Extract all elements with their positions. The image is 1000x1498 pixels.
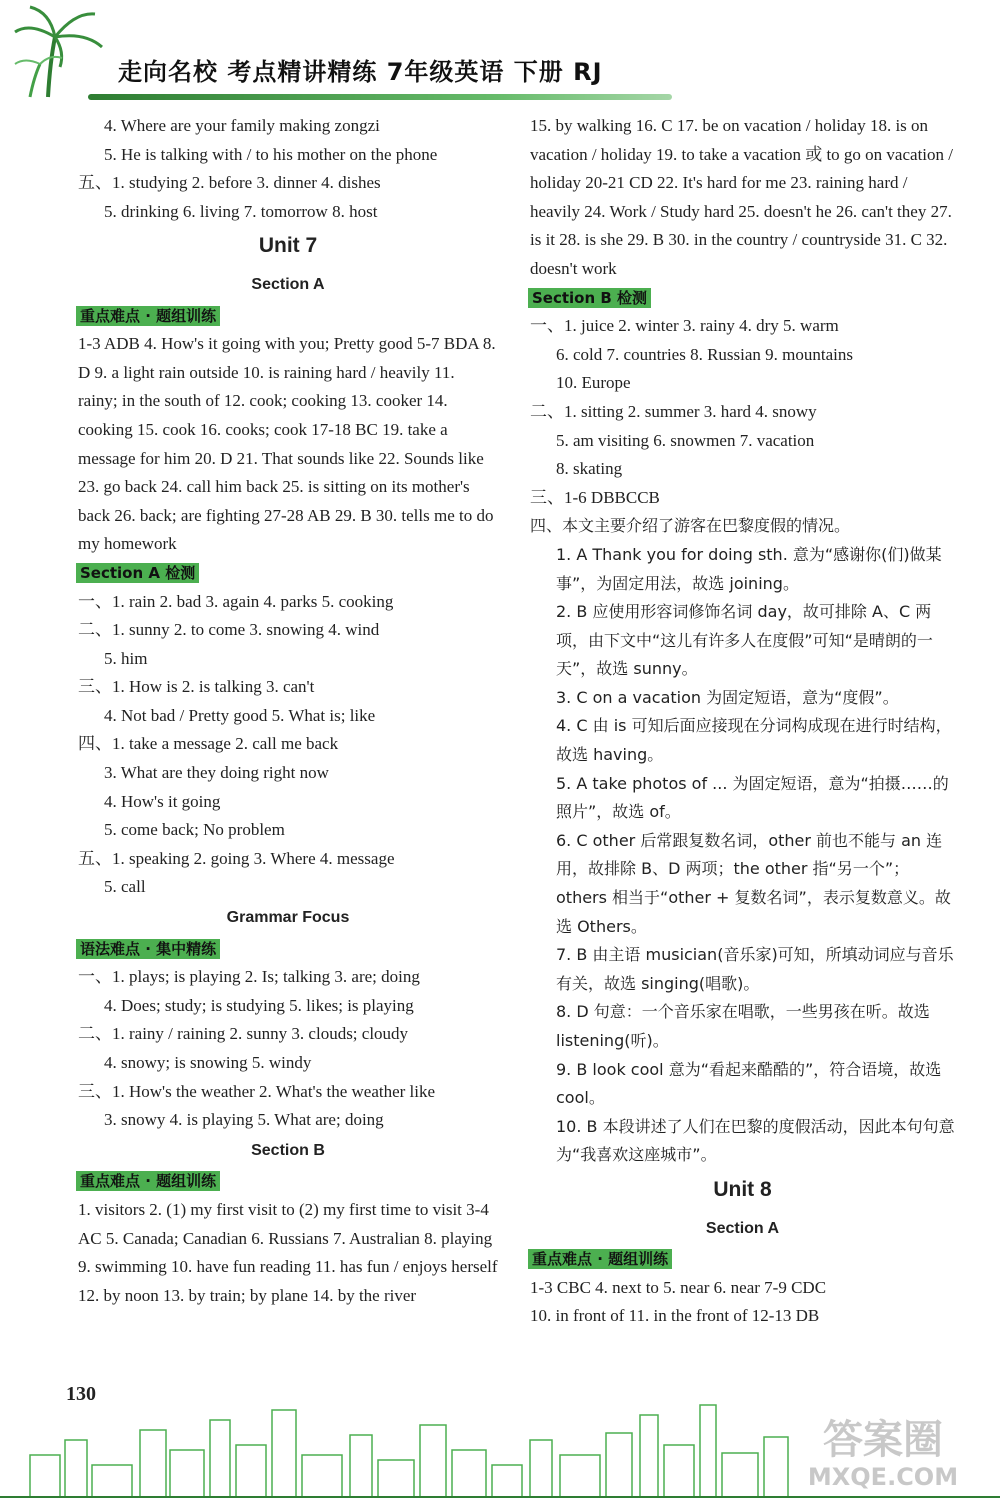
- section-band: 语法难点 · 集中精练: [76, 939, 220, 959]
- palm-tree-icon: [10, 2, 110, 102]
- explanation-item: 6. C other 后常跟复数名词，other 前也不能与 an 连用，故排除 B、D 两项；the other 指“另一个”；others 相当于“other + 复数名词”，表示复数意义。故选 Others。: [556, 830, 951, 936]
- answer-line: 一、1. plays; is playing 2. Is; talking 3. are; doing: [78, 967, 420, 987]
- answer-paragraph: 15. by walking 16. C 17. be on vacation / holiday 18. is on vacation / holiday 19. to take a vacation 或 to go on vacation / holiday 20-21 CD 22. It's hard for me 23. raining hard / heavily 24. Work / Study hard 25. doesn't he 26. can't they 27. is it 28. is she 29. B 30. in the country / countryside 31. C 32. doesn't work: [530, 116, 953, 278]
- answer-line: 5. am visiting 6. snowmen 7. vacation: [556, 430, 815, 450]
- unit-heading: Unit 8: [713, 1177, 772, 1201]
- answer-paragraph: 1-3 ADB 4. How's it going with you; Pretty good 5-7 BDA 8. D 9. a light rain outside 10. is raining hard / heavily 11. rainy; in the south of 12. cook; cooking 13. cooker 14. cooking 15. cook 16. cooks; cook 17-18 BC 19. take a message for him 20. D 21. That sounds like 22. Sounds like 23. go back 24. call him back 25. is sitting on its mother's back 26. back; are fighting 27-28 AB 29. B 30. tells me to do my homework: [78, 334, 496, 554]
- answer-line: 3. What are they doing right now: [104, 763, 329, 783]
- answer-line: 4. Not bad / Pretty good 5. What is; like: [104, 705, 376, 725]
- header-title: 走向名校 考点精讲精练 7年级英语 下册 RJ: [118, 58, 603, 86]
- explanation-item: 1. A Thank you for doing sth. 意为“感谢你(们)做某事”，为固定用法，故选 joining。: [556, 544, 942, 593]
- watermark-logo: [788, 1405, 978, 1493]
- answer-line: 五、1. speaking 2. going 3. Where 4. message: [78, 848, 395, 868]
- answer-line: 4. Does; study; is studying 5. likes; is playing: [104, 995, 414, 1015]
- explanation-item: 5. A take photos of ... 为固定短语，意为“拍摄……的照片”，故选 of。: [556, 773, 949, 822]
- explanation-item: 7. B 由主语 musician(音乐家)可知，所填动词应与音乐有关，故选 singing(唱歌)。: [556, 945, 954, 993]
- answer-line: 二、1. sitting 2. summer 3. hard 4. snowy: [530, 401, 817, 421]
- answer-line: 一、1. juice 2. winter 3. rainy 4. dry 5. warm: [530, 316, 839, 336]
- explanation-item: 2. B 应使用形容词修饰名词 day，故可排除 A、C 两项，由下文中“这儿有许多人在度假”可知“是晴朗的一天”，故选 sunny。: [556, 602, 933, 679]
- answer-line: 一、1. rain 2. bad 3. again 4. parks 5. cooking: [78, 591, 394, 611]
- answer-paragraph: 1. visitors 2. (1) my first visit to (2) my first time to visit 3-4 AC 5. Canada; Canadian 6. Russians 7. Australian 8. playing 9. swimming 10. have fun reading 11. has fun / enjoys herself 12. by noon 13. by train; by plane 14. by the river: [78, 1199, 498, 1305]
- right-column: [530, 112, 955, 1331]
- explanation-item: 4. C 由 is 可知后面应接现在分词构成现在进行时结构，故选 having。: [556, 716, 952, 765]
- page-header: [0, 0, 1000, 110]
- answer-line: 3. snowy 4. is playing 5. What are; doing: [104, 1110, 384, 1130]
- answer-line: 6. cold 7. countries 8. Russian 9. mountains: [556, 344, 854, 364]
- unit-heading: Unit 7: [258, 234, 318, 258]
- header-divider: [88, 94, 672, 100]
- answer-line: 二、1. rainy / raining 2. sunny 3. clouds; cloudy: [78, 1024, 409, 1044]
- answer-line: 5. come back; No problem: [104, 820, 285, 840]
- answer-line: 三、1-6 DBBCCB: [530, 487, 660, 507]
- explanation-item: 10. B 本段讲述了人们在巴黎的度假活动，因此本句句意为“我喜欢这座城市”。: [556, 1116, 955, 1165]
- answer-line: 二、1. sunny 2. to come 3. snowing 4. wind: [78, 620, 380, 640]
- answer-line: 4. How's it going: [104, 791, 221, 811]
- section-band: Section B 检测: [528, 288, 651, 308]
- answer-line: 5. him: [104, 648, 148, 668]
- left-column: [78, 112, 498, 1310]
- answer-line: 五、1. studying 2. before 3. dinner 4. dishes: [78, 173, 381, 193]
- answer-line: 四、本文主要介绍了游客在巴黎度假的情况。: [530, 516, 851, 536]
- answer-line: 5. drinking 6. living 7. tomorrow 8. host: [104, 201, 378, 221]
- answer-line: 三、1. How is 2. is talking 3. can't: [78, 677, 315, 697]
- explanation-item: 8. D 句意：一个音乐家在唱歌，一些男孩在听。故选 listening(听)。: [556, 1002, 930, 1050]
- section-band: 重点难点 · 题组训练: [528, 1249, 672, 1269]
- svg-text:答案圈: 答案圈: [823, 1417, 943, 1463]
- section-band: 重点难点 · 题组训练: [76, 1171, 220, 1191]
- explanation-item: 9. B look cool 意为“看起来酷酷的”，符合语境，故选 cool。: [556, 1059, 942, 1108]
- section-heading: Section A: [705, 1219, 780, 1237]
- answer-line: 4. Where are your family making zongzi: [104, 116, 380, 135]
- section-band: Section A 检测: [76, 563, 199, 583]
- svg-text:MXQE.COM: MXQE.COM: [807, 1463, 959, 1491]
- answer-line: 4. snowy; is snowing 5. windy: [104, 1053, 312, 1072]
- answer-line: 1-3 CBC 4. next to 5. near 6. near 7-9 CDC: [530, 1277, 827, 1297]
- section-band: 重点难点 · 题组训练: [76, 306, 220, 326]
- section-heading: Section B: [251, 1141, 325, 1159]
- section-heading: Section A: [251, 275, 325, 293]
- explanation-item: 3. C on a vacation 为固定短语，意为“度假”。: [556, 687, 899, 707]
- section-heading: Grammar Focus: [226, 909, 350, 927]
- answer-line: 10. in front of 11. in the front of 12-13 DB: [530, 1306, 820, 1326]
- answer-line: 5. call: [104, 877, 146, 897]
- answer-line: 四、1. take a message 2. call me back: [78, 734, 339, 754]
- answer-line: 三、1. How's the weather 2. What's the weather like: [78, 1081, 436, 1101]
- answer-line: 10. Europe: [556, 373, 631, 393]
- page-number: 130: [66, 1383, 96, 1405]
- answer-line: 8. skating: [556, 459, 623, 479]
- answer-line: 5. He is talking with / to his mother on the phone: [104, 144, 438, 164]
